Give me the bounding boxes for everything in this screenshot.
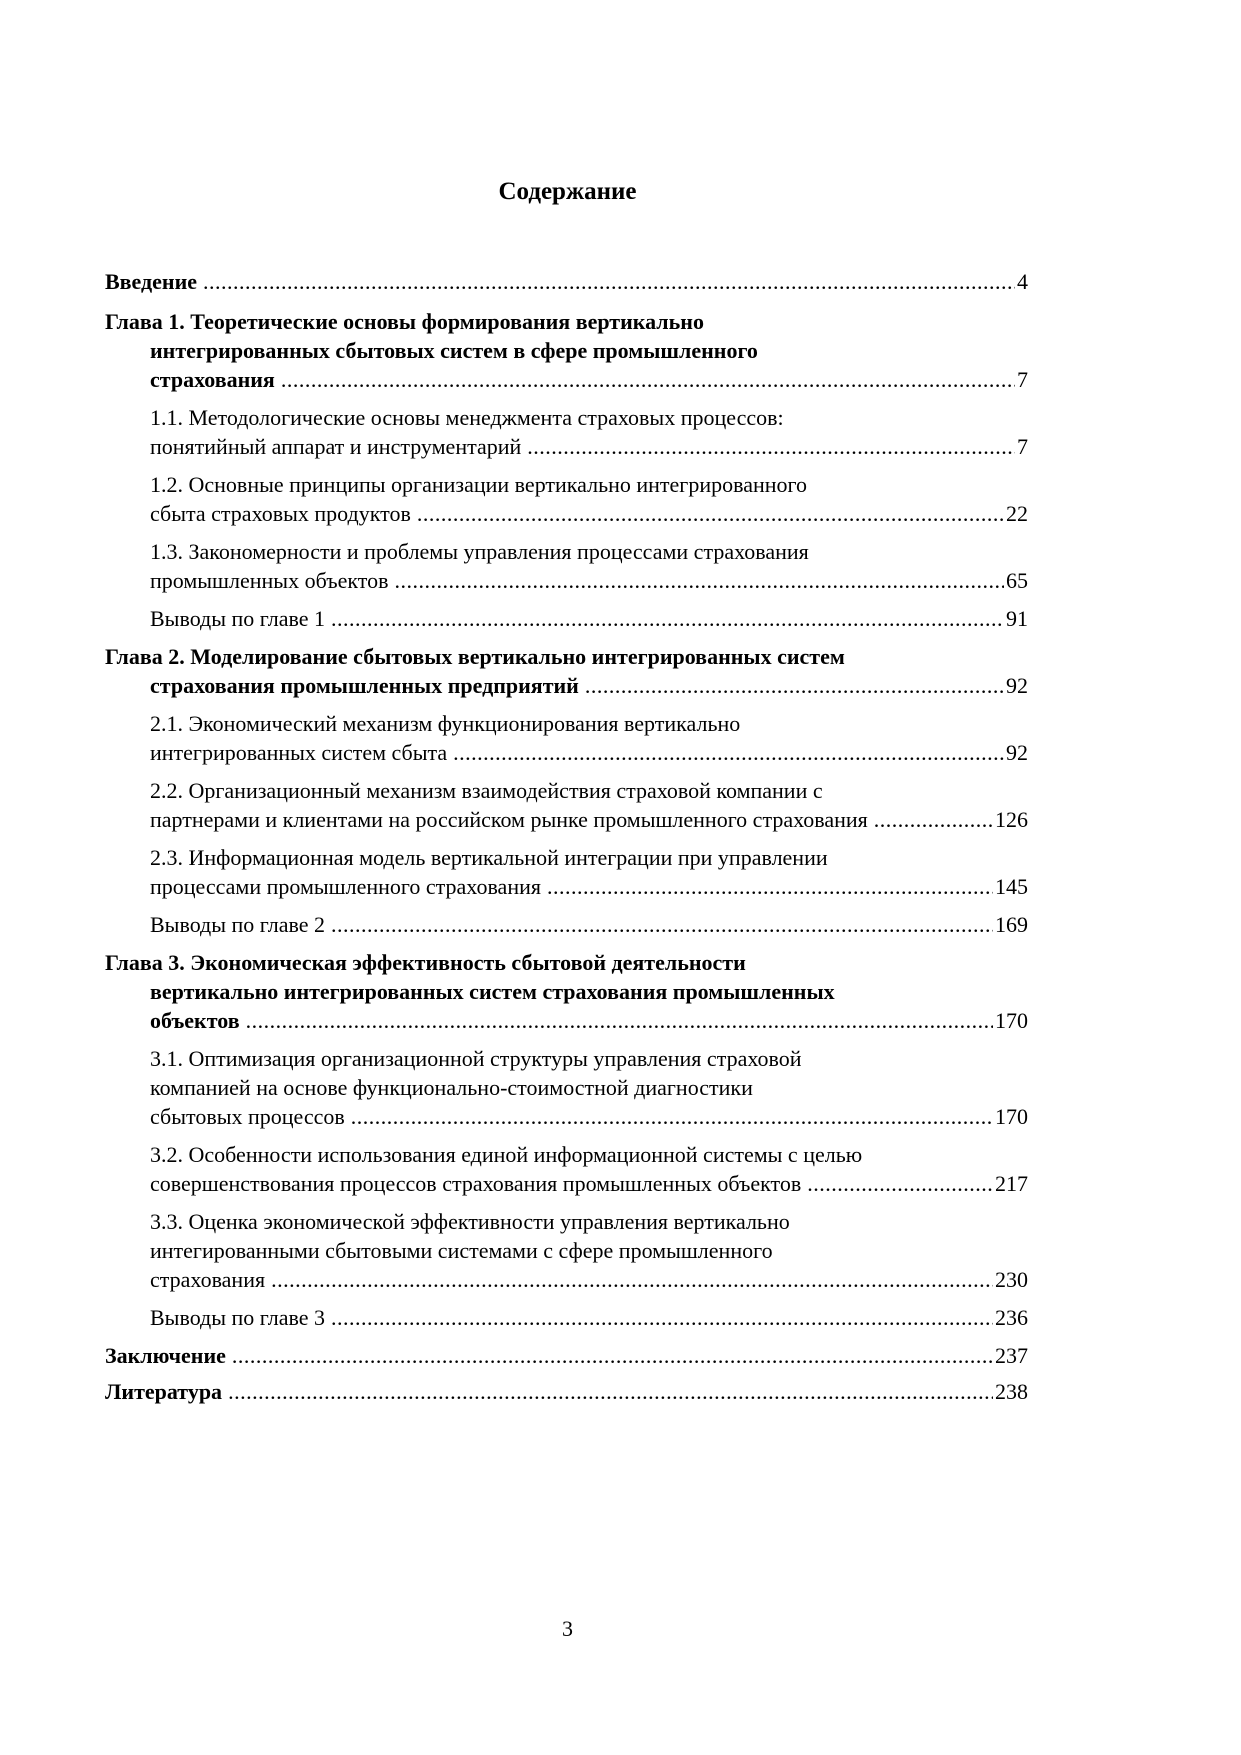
- toc-entry-text: 1.1. Методологические основы менеджмента страховых процессов:: [150, 405, 784, 430]
- toc-entry-text: интегрированных систем сбыта: [150, 740, 448, 765]
- toc-entry-text: сбытовых процессов: [150, 1104, 345, 1129]
- toc-page-number: 237: [995, 1343, 1028, 1368]
- toc-entry-text: 3.1. Оптимизация организационной структуры управления страховой: [150, 1046, 802, 1071]
- dot-leader: [453, 738, 1004, 767]
- toc-entry-text: Выводы по главе 2: [150, 912, 325, 937]
- toc-entry-text: страхования: [150, 1267, 266, 1292]
- toc-page-number: 7: [1017, 367, 1028, 392]
- toc-entry-text: Глава 1. Теоретические основы формирования вертикально: [105, 309, 704, 334]
- toc-entry-text: процессами промышленного страхования: [150, 874, 541, 899]
- toc-page-number: 217: [995, 1171, 1028, 1196]
- dot-leader: [203, 267, 1015, 296]
- toc-entry-text: 2.2. Организационный механизм взаимодействия страховой компании с: [150, 778, 823, 803]
- page-number: 3: [562, 1616, 573, 1641]
- toc-section-entry: [105, 709, 1028, 767]
- toc-entry-text: страхования промышленных предприятий: [150, 673, 579, 698]
- toc-page-number: 170: [995, 1008, 1028, 1033]
- dot-leader: [331, 604, 1004, 633]
- toc-entry-text: 2.3. Информационная модель вертикальной интеграции при управлении: [150, 845, 828, 870]
- toc-page-number: 170: [995, 1104, 1028, 1129]
- toc-section-entry: [105, 1303, 1028, 1332]
- toc-section-entry: [105, 537, 1028, 595]
- dot-leader: [807, 1169, 993, 1198]
- toc-chapter-entry: [105, 307, 1028, 394]
- toc-section-entry: [105, 1044, 1028, 1131]
- toc-section-entry: [105, 910, 1028, 939]
- toc-entry-text: интегированными сбытовыми системами с сфере промышленного: [150, 1238, 773, 1263]
- toc-section-entry: [105, 1140, 1028, 1198]
- toc-entry-text: объектов: [150, 1008, 240, 1033]
- toc-entry-text: Выводы по главе 3: [150, 1305, 325, 1330]
- toc-entry-text: сбыта страховых продуктов: [150, 501, 411, 526]
- toc-entry-text: вертикально интегрированных систем страхования промышленных: [150, 979, 835, 1004]
- toc-page-number: 65: [1006, 568, 1028, 593]
- toc-chapter-entry: [105, 1341, 1028, 1370]
- toc-page-number: 7: [1017, 434, 1028, 459]
- toc-page-number: 236: [995, 1305, 1028, 1330]
- dot-leader: [281, 365, 1015, 394]
- dot-leader: [394, 566, 1004, 595]
- toc-entry-text: 3.2. Особенности использования единой информационной системы с целью: [150, 1142, 863, 1167]
- toc-chapter-entry: [105, 1377, 1028, 1406]
- toc-page-number: 238: [995, 1379, 1028, 1404]
- toc-page-number: 92: [1006, 673, 1028, 698]
- toc-page-number: 126: [995, 807, 1028, 832]
- dot-leader: [547, 872, 993, 901]
- toc-section-entry: [105, 403, 1028, 461]
- dot-leader: [331, 910, 993, 939]
- toc-page-number: 91: [1006, 606, 1028, 631]
- dot-leader: [331, 1303, 993, 1332]
- dot-leader: [351, 1102, 993, 1131]
- toc-page-number: 22: [1006, 501, 1028, 526]
- toc-entry-text: страхования: [150, 367, 275, 392]
- toc-entry-text: совершенствования процессов страхования промышленных объектов: [150, 1171, 802, 1196]
- toc-entry-text: Глава 3. Экономическая эффективность сбытовой деятельности: [105, 950, 746, 975]
- toc-section-entry: [105, 470, 1028, 528]
- toc-section-entry: [105, 776, 1028, 834]
- toc-entry-text: партнерами и клиентами на российском рынке промышленного страхования: [150, 807, 868, 832]
- dot-leader: [585, 671, 1004, 700]
- toc-entry-text: Глава 2. Моделирование сбытовых вертикально интегрированных систем: [105, 644, 845, 669]
- dot-leader: [874, 805, 993, 834]
- toc-page-number: 230: [995, 1267, 1028, 1292]
- toc-entry-text: Литература: [105, 1379, 223, 1404]
- page-title: Содержание: [498, 178, 637, 205]
- toc-entry-text: Введение: [105, 269, 198, 294]
- toc-chapter-entry: [105, 267, 1028, 296]
- dot-leader: [232, 1341, 993, 1370]
- toc-page-number: 4: [1017, 269, 1028, 294]
- toc-entry-text: 1.2. Основные принципы организации вертикально интегрированного: [150, 472, 807, 497]
- dot-leader: [527, 432, 1015, 461]
- dot-leader: [228, 1377, 993, 1406]
- toc-chapter-entry: [105, 948, 1028, 1035]
- dot-leader: [246, 1006, 993, 1035]
- toc-page-number: 169: [995, 912, 1028, 937]
- toc-page-number: 145: [995, 874, 1028, 899]
- toc-entry-text: понятийный аппарат и инструментарий: [150, 434, 522, 459]
- toc-entry-text: Заключение: [105, 1343, 226, 1368]
- toc-entry-text: 2.1. Экономический механизм функционирования вертикально: [150, 711, 741, 736]
- toc-page-number: 92: [1006, 740, 1028, 765]
- toc-entry-text: интегрированных сбытовых систем в сфере промышленного: [150, 338, 758, 363]
- table-of-contents: [105, 258, 1028, 1406]
- toc-entry-text: 3.3. Оценка экономической эффективности управления вертикально: [150, 1209, 790, 1234]
- toc-entry-text: компанией на основе функционально-стоимостной диагностики: [150, 1075, 753, 1100]
- dot-leader: [271, 1265, 993, 1294]
- toc-section-entry: [105, 1207, 1028, 1294]
- toc-section-entry: [105, 843, 1028, 901]
- dot-leader: [417, 499, 1004, 528]
- toc-section-entry: [105, 604, 1028, 633]
- toc-entry-text: Выводы по главе 1: [150, 606, 325, 631]
- toc-chapter-entry: [105, 642, 1028, 700]
- toc-entry-text: промышленных объектов: [150, 568, 389, 593]
- toc-entry-text: 1.3. Закономерности и проблемы управления процессами страхования: [150, 539, 809, 564]
